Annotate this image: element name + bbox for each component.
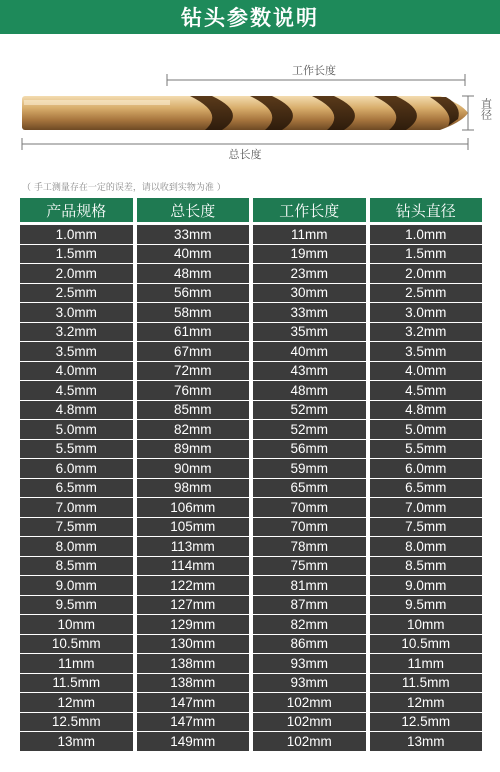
table-row [20,635,482,654]
spec-table [20,198,482,752]
cell-work-length: 48mm [253,381,366,400]
cell-spec: 9.0mm [20,576,133,595]
cell-total-length: 72mm [137,362,250,381]
cell-diameter: 9.5mm [370,596,483,615]
cell-spec: 8.5mm [20,557,133,576]
cell-total-length: 90mm [137,459,250,478]
cell-diameter: 9.0mm [370,576,483,595]
cell-work-length: 40mm [253,342,366,361]
table-header-row [20,198,482,222]
cell-total-length: 106mm [137,498,250,517]
cell-total-length: 147mm [137,713,250,732]
table-row [20,284,482,303]
cell-total-length: 138mm [137,654,250,673]
cell-total-length: 48mm [137,264,250,283]
table-row [20,401,482,420]
cell-diameter: 4.5mm [370,381,483,400]
cell-work-length: 52mm [253,420,366,439]
cell-work-length: 11mm [253,225,366,244]
header-spec: 产品规格 [20,198,133,222]
cell-spec: 4.5mm [20,381,133,400]
table-row [20,381,482,400]
cell-spec: 5.0mm [20,420,133,439]
table-row [20,732,482,751]
cell-diameter: 11mm [370,654,483,673]
cell-total-length: 40mm [137,245,250,264]
cell-total-length: 56mm [137,284,250,303]
cell-diameter: 3.2mm [370,323,483,342]
cell-work-length: 35mm [253,323,366,342]
cell-diameter: 12.5mm [370,713,483,732]
table-row [20,323,482,342]
table-row [20,498,482,517]
cell-work-length: 70mm [253,498,366,517]
table-row [20,713,482,732]
cell-work-length: 87mm [253,596,366,615]
cell-total-length: 61mm [137,323,250,342]
cell-diameter: 2.5mm [370,284,483,303]
cell-spec: 10.5mm [20,635,133,654]
cell-total-length: 82mm [137,420,250,439]
cell-total-length: 76mm [137,381,250,400]
table-row [20,674,482,693]
diameter-label: 直径 [479,98,493,120]
cell-work-length: 102mm [253,693,366,712]
cell-total-length: 98mm [137,479,250,498]
table-row [20,654,482,673]
cell-spec: 11.5mm [20,674,133,693]
page-title-banner [0,0,500,34]
cell-spec: 8.0mm [20,537,133,556]
cell-work-length: 30mm [253,284,366,303]
cell-total-length: 129mm [137,615,250,634]
cell-spec: 3.5mm [20,342,133,361]
cell-spec: 10mm [20,615,133,634]
cell-work-length: 93mm [253,674,366,693]
cell-diameter: 7.5mm [370,518,483,537]
cell-spec: 11mm [20,654,133,673]
cell-diameter: 11.5mm [370,674,483,693]
cell-total-length: 127mm [137,596,250,615]
table-row [20,264,482,283]
table-body [20,225,482,751]
cell-diameter: 6.5mm [370,479,483,498]
cell-spec: 1.5mm [20,245,133,264]
cell-diameter: 8.5mm [370,557,483,576]
table-row [20,518,482,537]
header-diameter: 钻头直径 [370,198,483,222]
cell-work-length: 82mm [253,615,366,634]
cell-total-length: 58mm [137,303,250,322]
cell-total-length: 67mm [137,342,250,361]
cell-diameter: 1.5mm [370,245,483,264]
cell-work-length: 75mm [253,557,366,576]
measurement-note: （ 手工测量存在一定的误差，请以收到实物为准 ） [22,183,226,193]
cell-work-length: 33mm [253,303,366,322]
cell-total-length: 33mm [137,225,250,244]
cell-spec: 4.8mm [20,401,133,420]
cell-diameter: 3.5mm [370,342,483,361]
cell-spec: 7.0mm [20,498,133,517]
cell-work-length: 65mm [253,479,366,498]
cell-total-length: 138mm [137,674,250,693]
drill-bit-illustration [0,34,500,174]
page-title: 钻头参数说明 [181,6,319,30]
table-row [20,596,482,615]
table-row [20,693,482,712]
cell-total-length: 130mm [137,635,250,654]
table-row [20,420,482,439]
table-row [20,459,482,478]
table-row [20,537,482,556]
table-row [20,576,482,595]
cell-work-length: 52mm [253,401,366,420]
cell-total-length: 114mm [137,557,250,576]
cell-work-length: 43mm [253,362,366,381]
cell-spec: 12.5mm [20,713,133,732]
cell-work-length: 23mm [253,264,366,283]
table-row [20,479,482,498]
table-row [20,615,482,634]
cell-spec: 3.2mm [20,323,133,342]
table-row [20,303,482,322]
cell-diameter: 12mm [370,693,483,712]
cell-spec: 4.0mm [20,362,133,381]
cell-diameter: 6.0mm [370,459,483,478]
cell-spec: 1.0mm [20,225,133,244]
table-row [20,362,482,381]
header-work-length: 工作长度 [253,198,366,222]
total-length-label: 总长度 [228,148,262,161]
table-row [20,225,482,244]
cell-work-length: 93mm [253,654,366,673]
cell-work-length: 102mm [253,732,366,751]
cell-spec: 3.0mm [20,303,133,322]
cell-diameter: 10mm [370,615,483,634]
cell-spec: 6.0mm [20,459,133,478]
cell-diameter: 13mm [370,732,483,751]
cell-work-length: 86mm [253,635,366,654]
cell-spec: 7.5mm [20,518,133,537]
cell-spec: 13mm [20,732,133,751]
cell-spec: 6.5mm [20,479,133,498]
cell-spec: 2.0mm [20,264,133,283]
cell-work-length: 70mm [253,518,366,537]
cell-work-length: 19mm [253,245,366,264]
table-row [20,342,482,361]
table-row [20,557,482,576]
drill-diagram [0,34,500,174]
cell-spec: 5.5mm [20,440,133,459]
cell-diameter: 8.0mm [370,537,483,556]
cell-spec: 2.5mm [20,284,133,303]
cell-diameter: 3.0mm [370,303,483,322]
cell-spec: 12mm [20,693,133,712]
cell-total-length: 105mm [137,518,250,537]
cell-diameter: 10.5mm [370,635,483,654]
cell-diameter: 5.5mm [370,440,483,459]
cell-total-length: 122mm [137,576,250,595]
cell-total-length: 149mm [137,732,250,751]
cell-total-length: 113mm [137,537,250,556]
cell-work-length: 78mm [253,537,366,556]
cell-diameter: 5.0mm [370,420,483,439]
cell-diameter: 4.8mm [370,401,483,420]
cell-diameter: 4.0mm [370,362,483,381]
cell-total-length: 147mm [137,693,250,712]
cell-work-length: 81mm [253,576,366,595]
cell-diameter: 2.0mm [370,264,483,283]
cell-diameter: 7.0mm [370,498,483,517]
cell-work-length: 56mm [253,440,366,459]
work-length-label: 工作长度 [292,64,336,77]
cell-spec: 9.5mm [20,596,133,615]
table-row [20,440,482,459]
cell-diameter: 1.0mm [370,225,483,244]
cell-work-length: 59mm [253,459,366,478]
cell-work-length: 102mm [253,713,366,732]
header-total-length: 总长度 [137,198,250,222]
cell-total-length: 85mm [137,401,250,420]
table-row [20,245,482,264]
cell-total-length: 89mm [137,440,250,459]
